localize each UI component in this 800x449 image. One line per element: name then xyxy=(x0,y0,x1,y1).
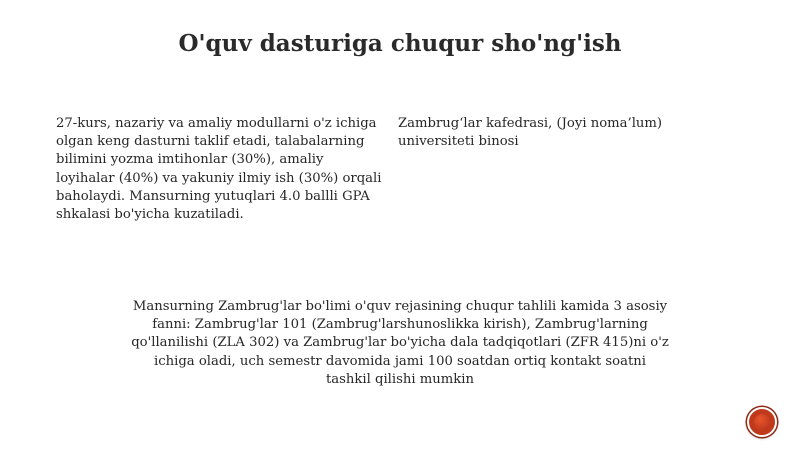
slide-title: O'quv dasturiga chuqur sho'ng'ish xyxy=(178,30,622,57)
left-text-block: 27-kurs, nazariy va amaliy modullarni o'z ichiga olgan keng dasturni taklif etadi, talabalarning bilimini yozma imtihonlar (30%), amaliy loyihalar (40%) va yakuniy ilmiy ish (30%) orqali baholaydi. Mansurning yutuqlari 4.0 ballli GPA shkalasi bo'yicha kuzatiladi. xyxy=(56,116,382,223)
circle-nav-icon[interactable] xyxy=(747,407,777,437)
right-text-block: Zambrug‘lar kafedrasi, (Joyi noma’lum) universiteti binosi xyxy=(398,116,663,150)
bottom-text-block: Mansurning Zambrug'lar bo'limi o'quv rejasining chuqur tahlili kamida 3 asosiy fanni: Zambrug'lar 101 (Zambrug'larshunoslikka kirish), Zambrug'larning qo'llanilishi (ZLA 302) va Zambrug'lar bo'yicha dala tadqiqotlari (ZFR 415)ni o'z ichiga oladi, uch semestr davomida jami 100 soatdan ortiq kontakt soatni tashkil qilishi mumkin xyxy=(131,299,669,387)
nav-button-inner xyxy=(754,414,770,430)
